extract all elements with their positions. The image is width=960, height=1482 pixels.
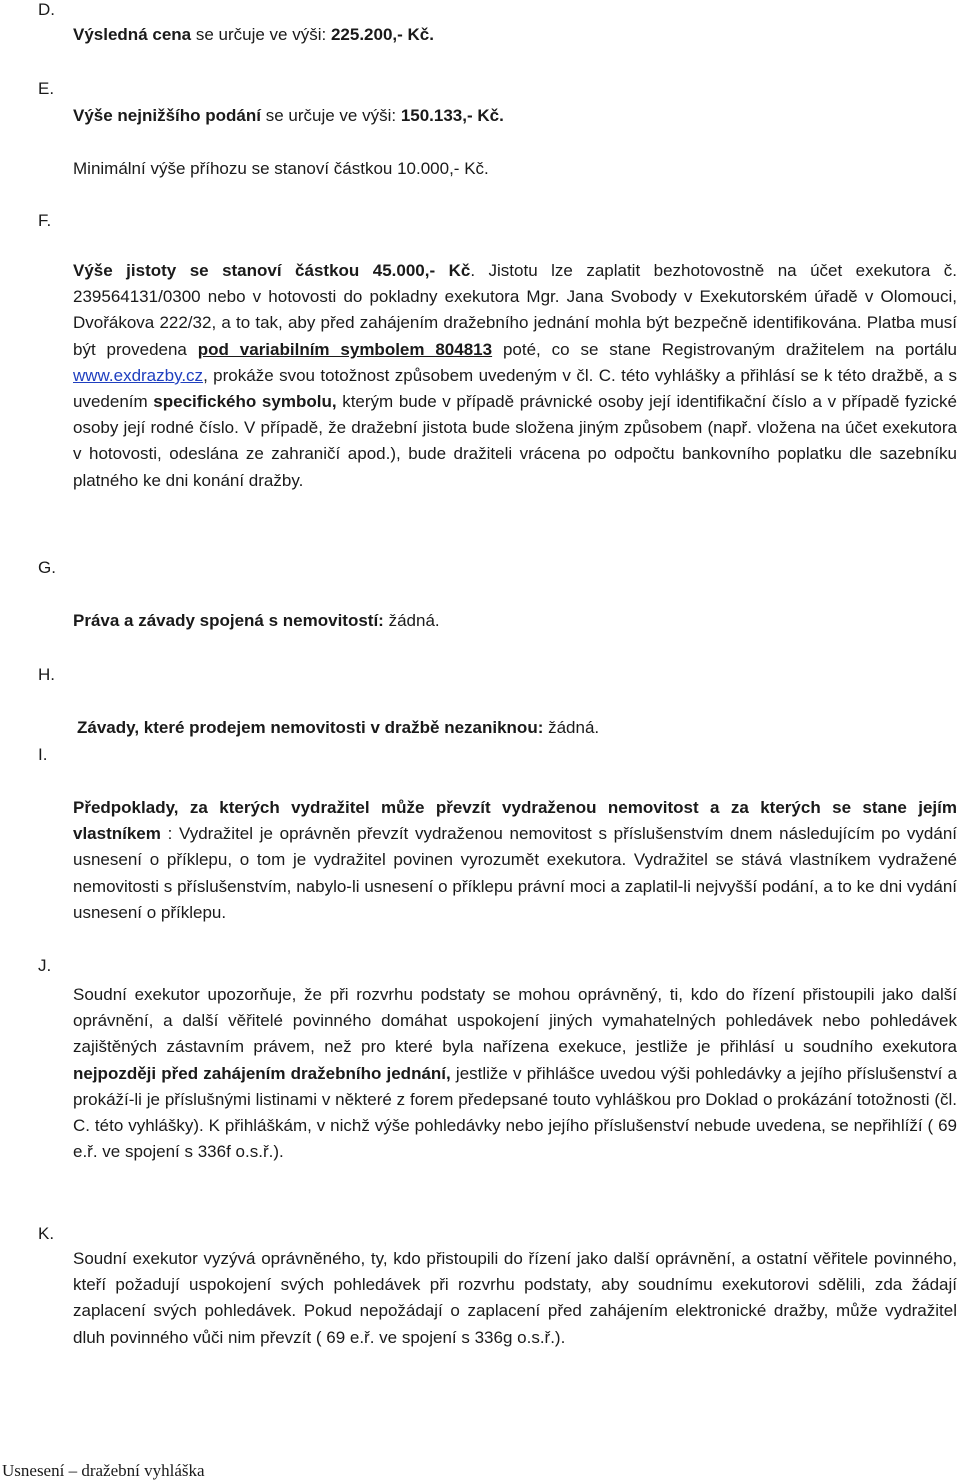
ownership-conditions-label: Předpoklady, za kterých vydražitel může převzít vydraženou nemovitost a za kterých se stane jejím vlastníkem	[73, 798, 957, 844]
exdrazby-link[interactable]: www.exdrazby.cz	[73, 365, 204, 385]
minimum-bid-amount: 150.133,- Kč.	[400, 106, 504, 125]
deposit-amount: Výše jistoty se stanoví částkou 45.000,- Kč	[73, 261, 471, 280]
rights-value: žádná.	[383, 611, 440, 630]
section-letter-g: G.	[38, 558, 56, 577]
rights-line	[73, 611, 440, 631]
section-letter-e: E.	[38, 79, 55, 98]
defects-label: Závady, které prodejem nemovitosti v dražbě nezaniknou:	[77, 718, 544, 737]
rights-label: Práva a závady spojená s nemovitostí:	[73, 611, 384, 630]
defects-value: žádná.	[543, 718, 600, 737]
variable-symbol: pod variabilním symbolem 804813	[197, 339, 493, 359]
payment-request-paragraph: Soudní exekutor vyzývá oprávněného, ty, kdo přistoupili do řízení jako další oprávnění, a ostatní věřitele povinného, kteří požadují uspokojení svých pohledávek při rozvrhu podstaty, aby soudnímu exekutorovi sdělili, zda žádají zaplacení svých pohledávek. Pokud nepožádají o zaplacení před zahájením elektronické dražby, může vydražitel dluh povinného vůči nim převzít ( 69 e.ř. ve spojení s 336g o.s.ř.).	[73, 1249, 957, 1347]
deposit-paragraph: Výše jistoty se stanoví částkou 45.000,- Kč. Jistotu lze zaplatit bezhotovostně na účet exekutora č. 239564131/0300 nebo v hotovosti do pokladny exekutora Mgr. Jana Svobody v Exekutorském úřadě v Olomouci, Dvořákova 222/32, a to tak, aby před zahájením dražebního jednání mohla být bezpečně identifikována. Platba musí být provedena pod variabilním symbolem 804813 poté, co se stane Registrovaným dražitelem na portálu www.exdrazby.cz, prokáže svou totožnost způsobem uvedeným v čl. C. této vyhlášky a přihlásí se k této dražbě, a s uvedením specifického symbolu, kterým bude v případě právnické osoby její identifikační číslo a v případě fyzické osoby její rodné číslo. V případě, že dražební jistota bude složena jiným způsobem (např. vložena na účet exekutora v hotovosti, odeslána ze zahraničí apod.), bude dražiteli vrácena po odpočtu bankovního poplatku dle sazebníku platného ke dni konání dražby.	[73, 261, 958, 490]
section-letter-d: D.	[38, 0, 55, 19]
final-price-line: Výsledná cena se určuje ve výši: 225.200,- Kč.	[73, 25, 434, 44]
specific-symbol-label: specifického symbolu,	[153, 392, 337, 412]
minimum-bid-label: Výše nejnižšího podání	[73, 106, 261, 125]
section-letter-f: F.	[38, 211, 52, 230]
bid-increment-line: Minimální výše příhozu se stanoví částkou 10.000,- Kč.	[73, 159, 489, 178]
section-letter-h: H.	[38, 665, 55, 684]
section-letter-i: I.	[38, 745, 48, 764]
section-letter-j: J.	[38, 956, 52, 975]
claims-paragraph: Soudní exekutor upozorňuje, že při rozvrhu podstaty se mohou oprávněný, ti, kdo do řízení přistoupili jako další oprávnění, a další věřitelé povinného domáhat uspokojení jiných vymahatelných pohledávek nebo pohledávek zajištěných zástavním právem, než pro které byla nařízena exekuce, jestliže je přihlásí u soudního exekutora nejpozději před zahájením dražebního jednání, jestliže v přihlášce uvedou výši pohledávky a jejího příslušenství a prokáží-li je příslušnými listinami v některé z forem předepsané touto vyhláškou pro Doklad o prokázání totožnosti (čl. C. této vyhlášky). K přihláškám, v nichž výše pohledávky nebo jejího příslušenství nebude uvedena, se nepřihlíží ( 69 e.ř. ve spojení s 336f o.s.ř.).	[73, 985, 957, 1162]
claims-deadline: nejpozději před zahájením dražebního jednání,	[73, 1063, 451, 1083]
minimum-bid-line: Výše nejnižšího podání se určuje ve výši: 150.133,- Kč.	[73, 106, 504, 125]
page-footer: Usnesení – dražební vyhláška	[2, 1461, 205, 1480]
defects-line	[77, 718, 599, 738]
final-price-amount: 225.200,- Kč.	[330, 25, 434, 44]
final-price-label: Výsledná cena	[73, 25, 192, 44]
ownership-paragraph: Předpoklady, za kterých vydražitel může převzít vydraženou nemovitost a za kterých se stane jejím vlastníkem : Vydražitel je oprávněn převzít vydraženou nemovitost s příslušenstvím dnem následujícím po vydání usnesení o příklepu, o tom je vydražitel povinen vyrozumět exekutora. Vydražitel se stává vlastníkem vydražené nemovitosti s příslušenstvím, nabylo-li usnesení o příklepu právní moci a zaplatil-li nejvyšší podání, a to ke dni vydání usnesení o příklepu.	[73, 798, 957, 922]
section-letter-k: K.	[38, 1224, 55, 1243]
